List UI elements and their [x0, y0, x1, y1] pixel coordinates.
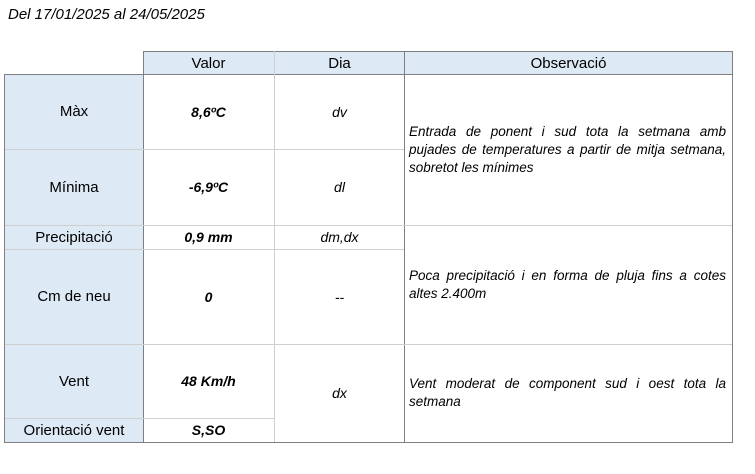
observation-wind: [405, 344, 732, 442]
observation-temperature-text: Entrada de ponent i sud tota la setmana amb pujades de temperatures a partir de mitja setmana, sobretot les mínimes: [409, 123, 726, 175]
border-col-3: [404, 51, 405, 443]
border-header-bottom: [4, 74, 733, 75]
row-label-precip: Precipitació: [5, 225, 143, 249]
row-line-4: [5, 344, 732, 345]
value-max: 8,6ºC: [191, 103, 226, 120]
border-top-header: [143, 51, 733, 52]
row-label-max: Màx: [5, 74, 143, 149]
border-col-2: [274, 51, 275, 442]
row-label-orient: Orientació vent: [5, 418, 143, 442]
day-precip: dm,dx: [320, 229, 359, 245]
border-right: [732, 51, 733, 443]
observation-temperature: [405, 74, 732, 225]
day-vent: dx: [332, 385, 347, 401]
row-line-2: [5, 225, 732, 226]
row-label-min: Mínima: [5, 149, 143, 225]
border-col-1: [143, 51, 144, 443]
header-valor: Valor: [143, 52, 274, 74]
value-neu: 0: [204, 288, 213, 305]
period-range: Del 17/01/2025 al 24/05/2025: [8, 6, 205, 23]
row-line-5: [5, 418, 274, 419]
day-min: dl: [334, 179, 345, 195]
day-max: dv: [332, 103, 347, 120]
header-dia: Dia: [274, 52, 405, 74]
row-label-vent: Vent: [5, 344, 143, 418]
row-label-neu: Cm de neu: [5, 249, 143, 344]
border-bottom: [4, 442, 733, 443]
row-line-1: [5, 149, 274, 150]
value-min: -6,9ºC: [188, 179, 229, 195]
value-precip: 0,9 mm: [184, 229, 233, 245]
value-orient: S,SO: [191, 422, 226, 438]
row-line-1b: [274, 149, 404, 150]
border-left: [4, 74, 5, 443]
observation-precipitation: [405, 225, 732, 344]
day-neu: --: [334, 288, 345, 305]
header-observacio: Observació: [405, 52, 732, 74]
observation-precipitation-text: Poca precipitació i en forma de pluja fins a cotes altes 2.400m: [409, 267, 726, 301]
row-line-3: [5, 249, 404, 250]
value-vent: 48 Km/h: [181, 373, 236, 389]
observation-wind-text: Vent moderat de component sud i oest tota la setmana: [409, 376, 726, 409]
